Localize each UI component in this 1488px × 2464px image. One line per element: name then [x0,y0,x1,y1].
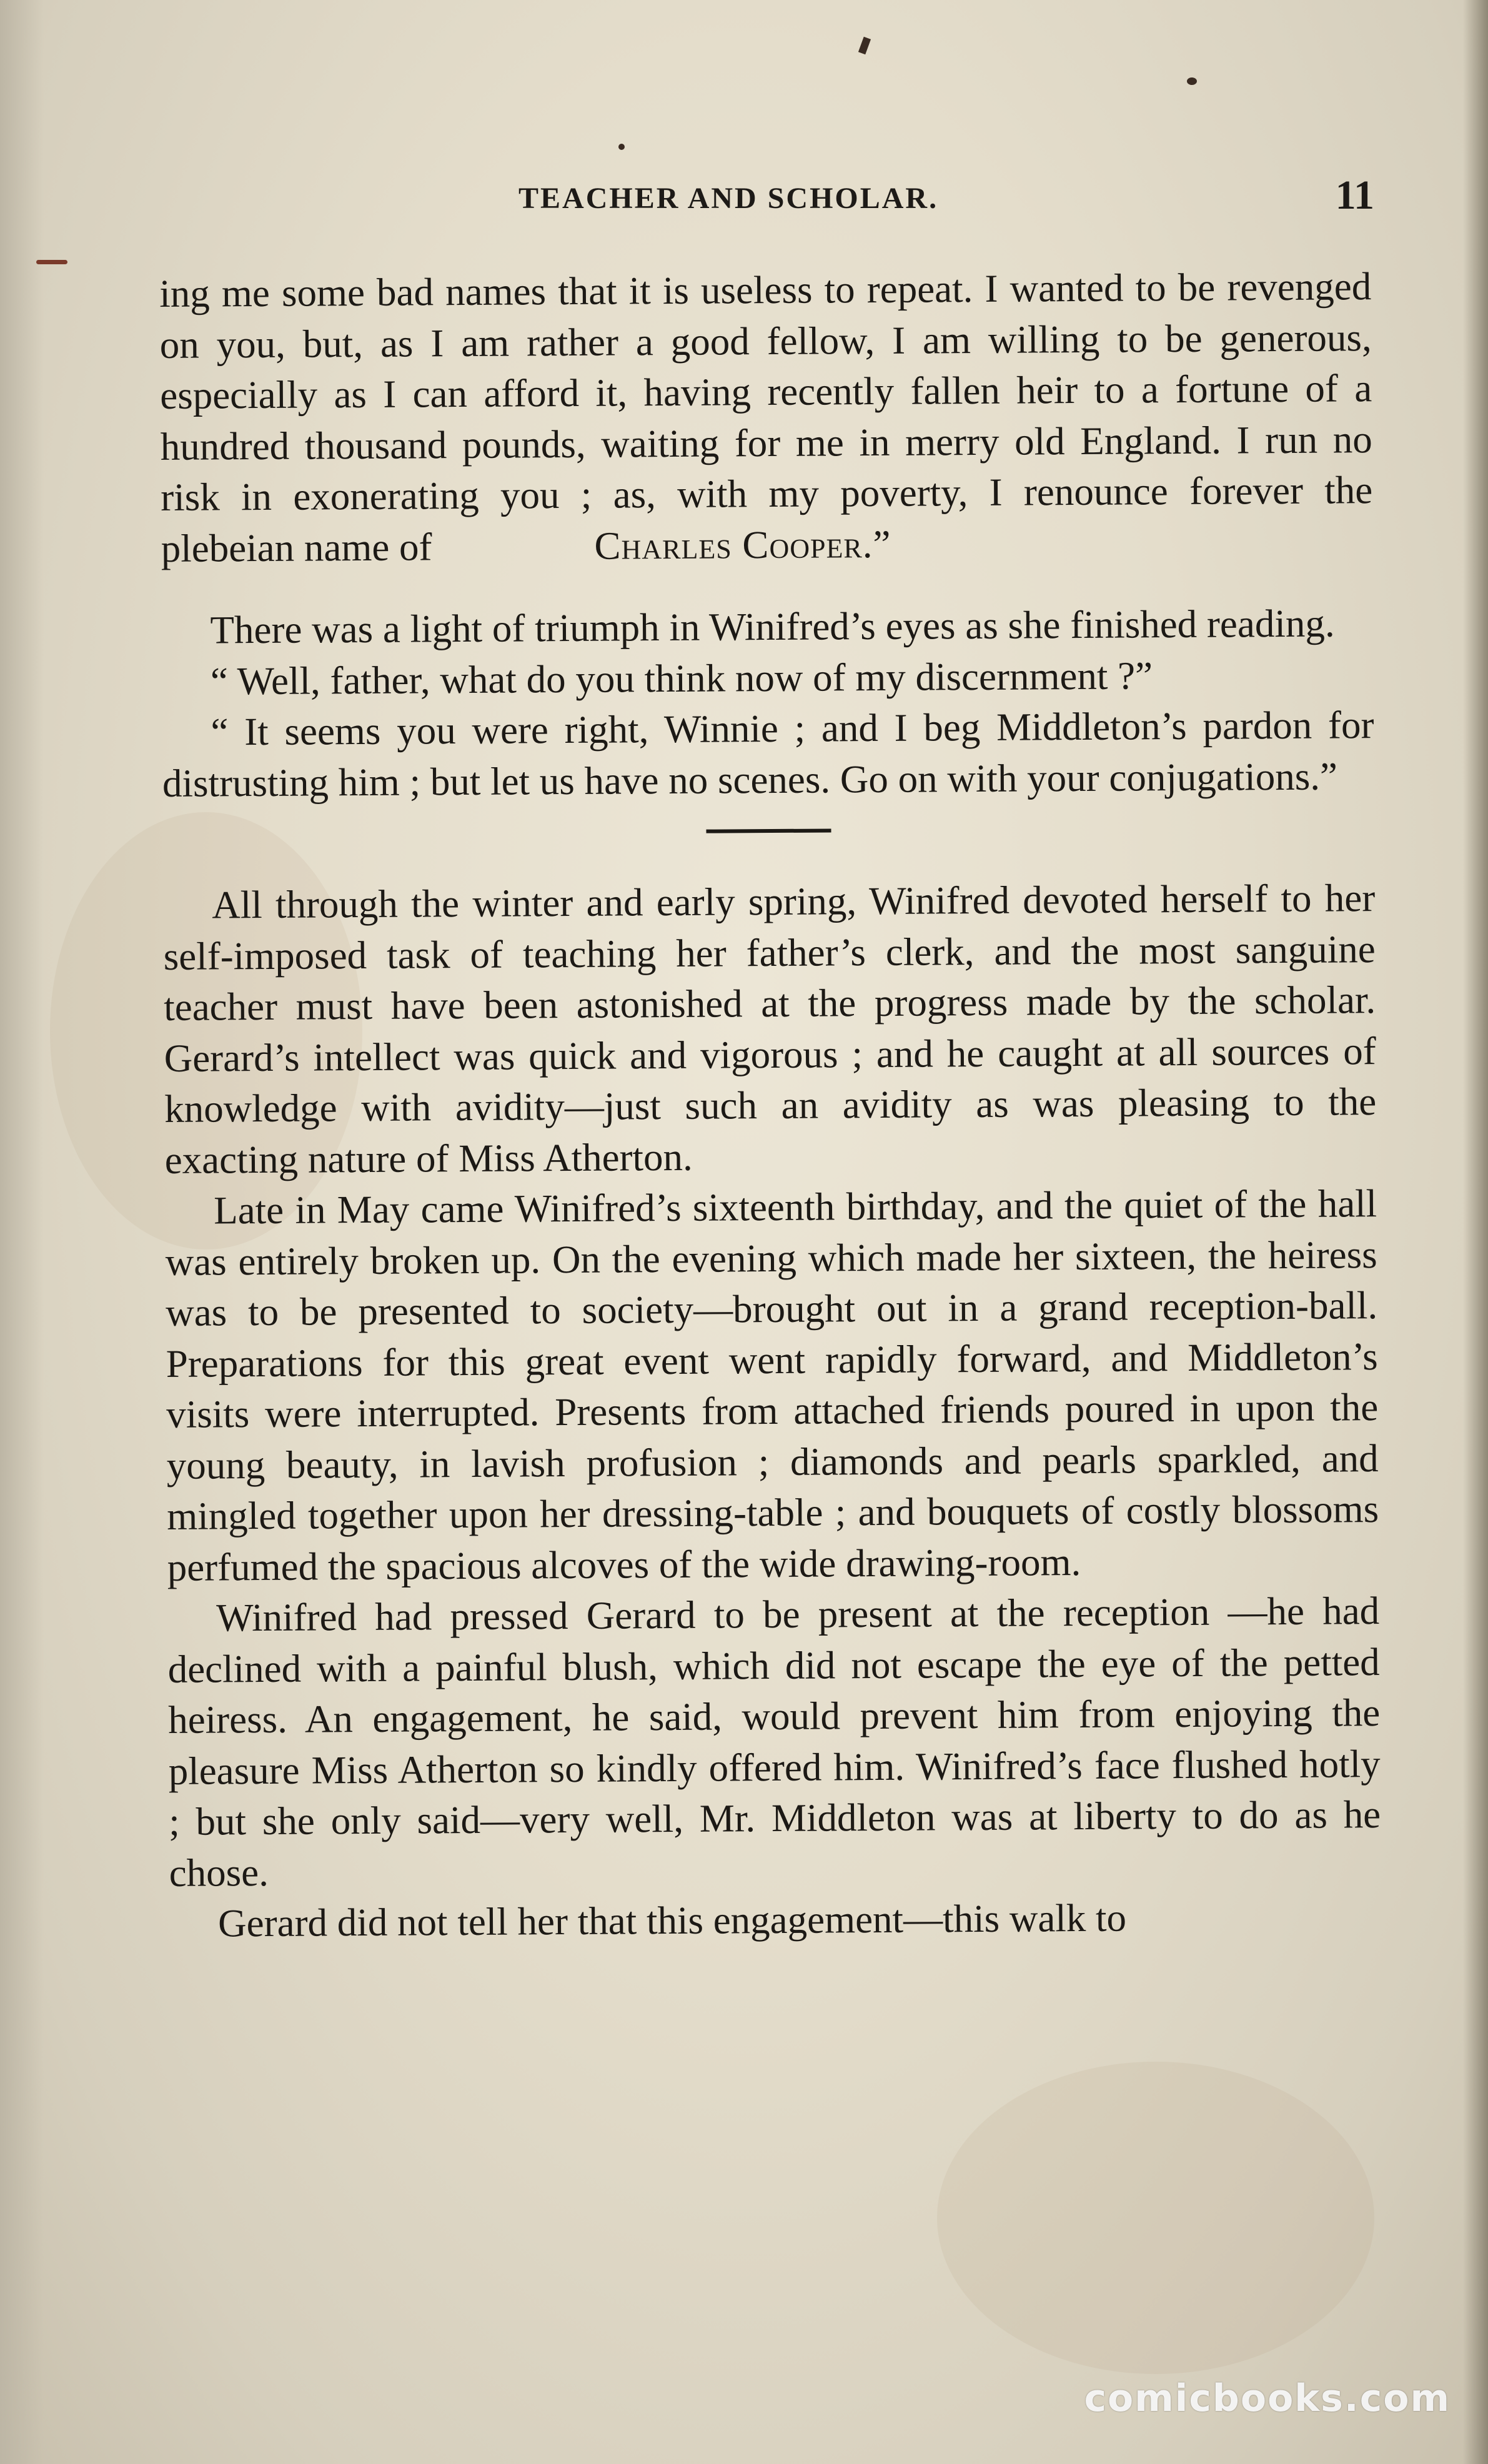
paragraph: “ Well, father, what do you think now of my discernment ?” [210,653,1153,703]
page-edge-shadow-left [0,0,44,2464]
site-watermark: comicbooks.com [1084,2377,1451,2420]
letter-signature: Charles Cooper.” [594,522,891,568]
letter-text: ing me some bad names that it is useless to repeat. I wanted to be revenged on you, but, as I am rather a good fellow, I am willing to be generous, especially as I can afford it, having recently fallen heir to a fortune of a hundred thousand pounds, waiting for me in merry old England. I run no risk in exonerating you ; as, with my poverty, I renounce forever the plebeian name of [159,264,1373,570]
ink-speck [1187,77,1197,85]
page-number: 11 [1335,172,1374,218]
paragraph: There was a light of triumph in Winifred’s eyes as she finished reading. [210,601,1335,652]
ink-speck [858,37,871,55]
margin-mark [36,260,67,264]
page-edge-shadow-right [1463,0,1488,2464]
paragraph: “ It seems you were right, Winnie ; and I beg Middleton’s pardon for distrusting him ; but let us have no scenes. Go on with your conjugations.” [162,703,1374,805]
page-header [156,172,1374,222]
running-title: TEACHER AND SCHOLAR. [518,182,939,215]
paragraph: Winifred had pressed Gerard to be present at the reception —he had declined with a painful blush, which did not escape the eye of the petted heiress. An engagement, he said, would prevent him from enjoying the pleasure Miss Atherton so kindly offered him. Winifred’s face flushed hotly ; but she only said—very well, Mr. Middleton was at liberty to do as he chose. [167,1589,1381,1895]
letter-paragraph [159,261,1373,574]
page-body [159,261,1381,1949]
ink-speck [618,144,625,150]
paper-stain [937,2062,1374,2374]
section-divider [706,828,831,833]
paragraph: Gerard did not tell her that this engagement—this walk to [217,1895,1127,1945]
paragraph: Late in May came Winifred’s sixteenth birthday, and the quiet of the hall was entirely broken up. On the evening which made her sixteen, the heiress was to be presented to society—brought out in a grand reception-ball. Preparations for this great event went rapidly forward, and Middleton’s visits were interrupted. Presents from attached friends poured in upon the young beauty, in lavish profusion ; diamonds and pearls sparkled, and mingled together upon her dressing-table ; and bouquets of costly blossoms perfumed the spacious alcoves of the wide drawing-room. [165,1181,1379,1589]
paragraph: All through the winter and early spring, Winifred devoted herself to her self-imposed task of teaching her father’s clerk, and the most sanguine teacher must have been astonished at the progress made by the scholar. Gerard’s intellect was quick and vigorous ; and he caught at all sources of knowledge with avidity—just such an avidity as was pleasing to the exacting nature of Miss Atherton. [163,876,1377,1182]
